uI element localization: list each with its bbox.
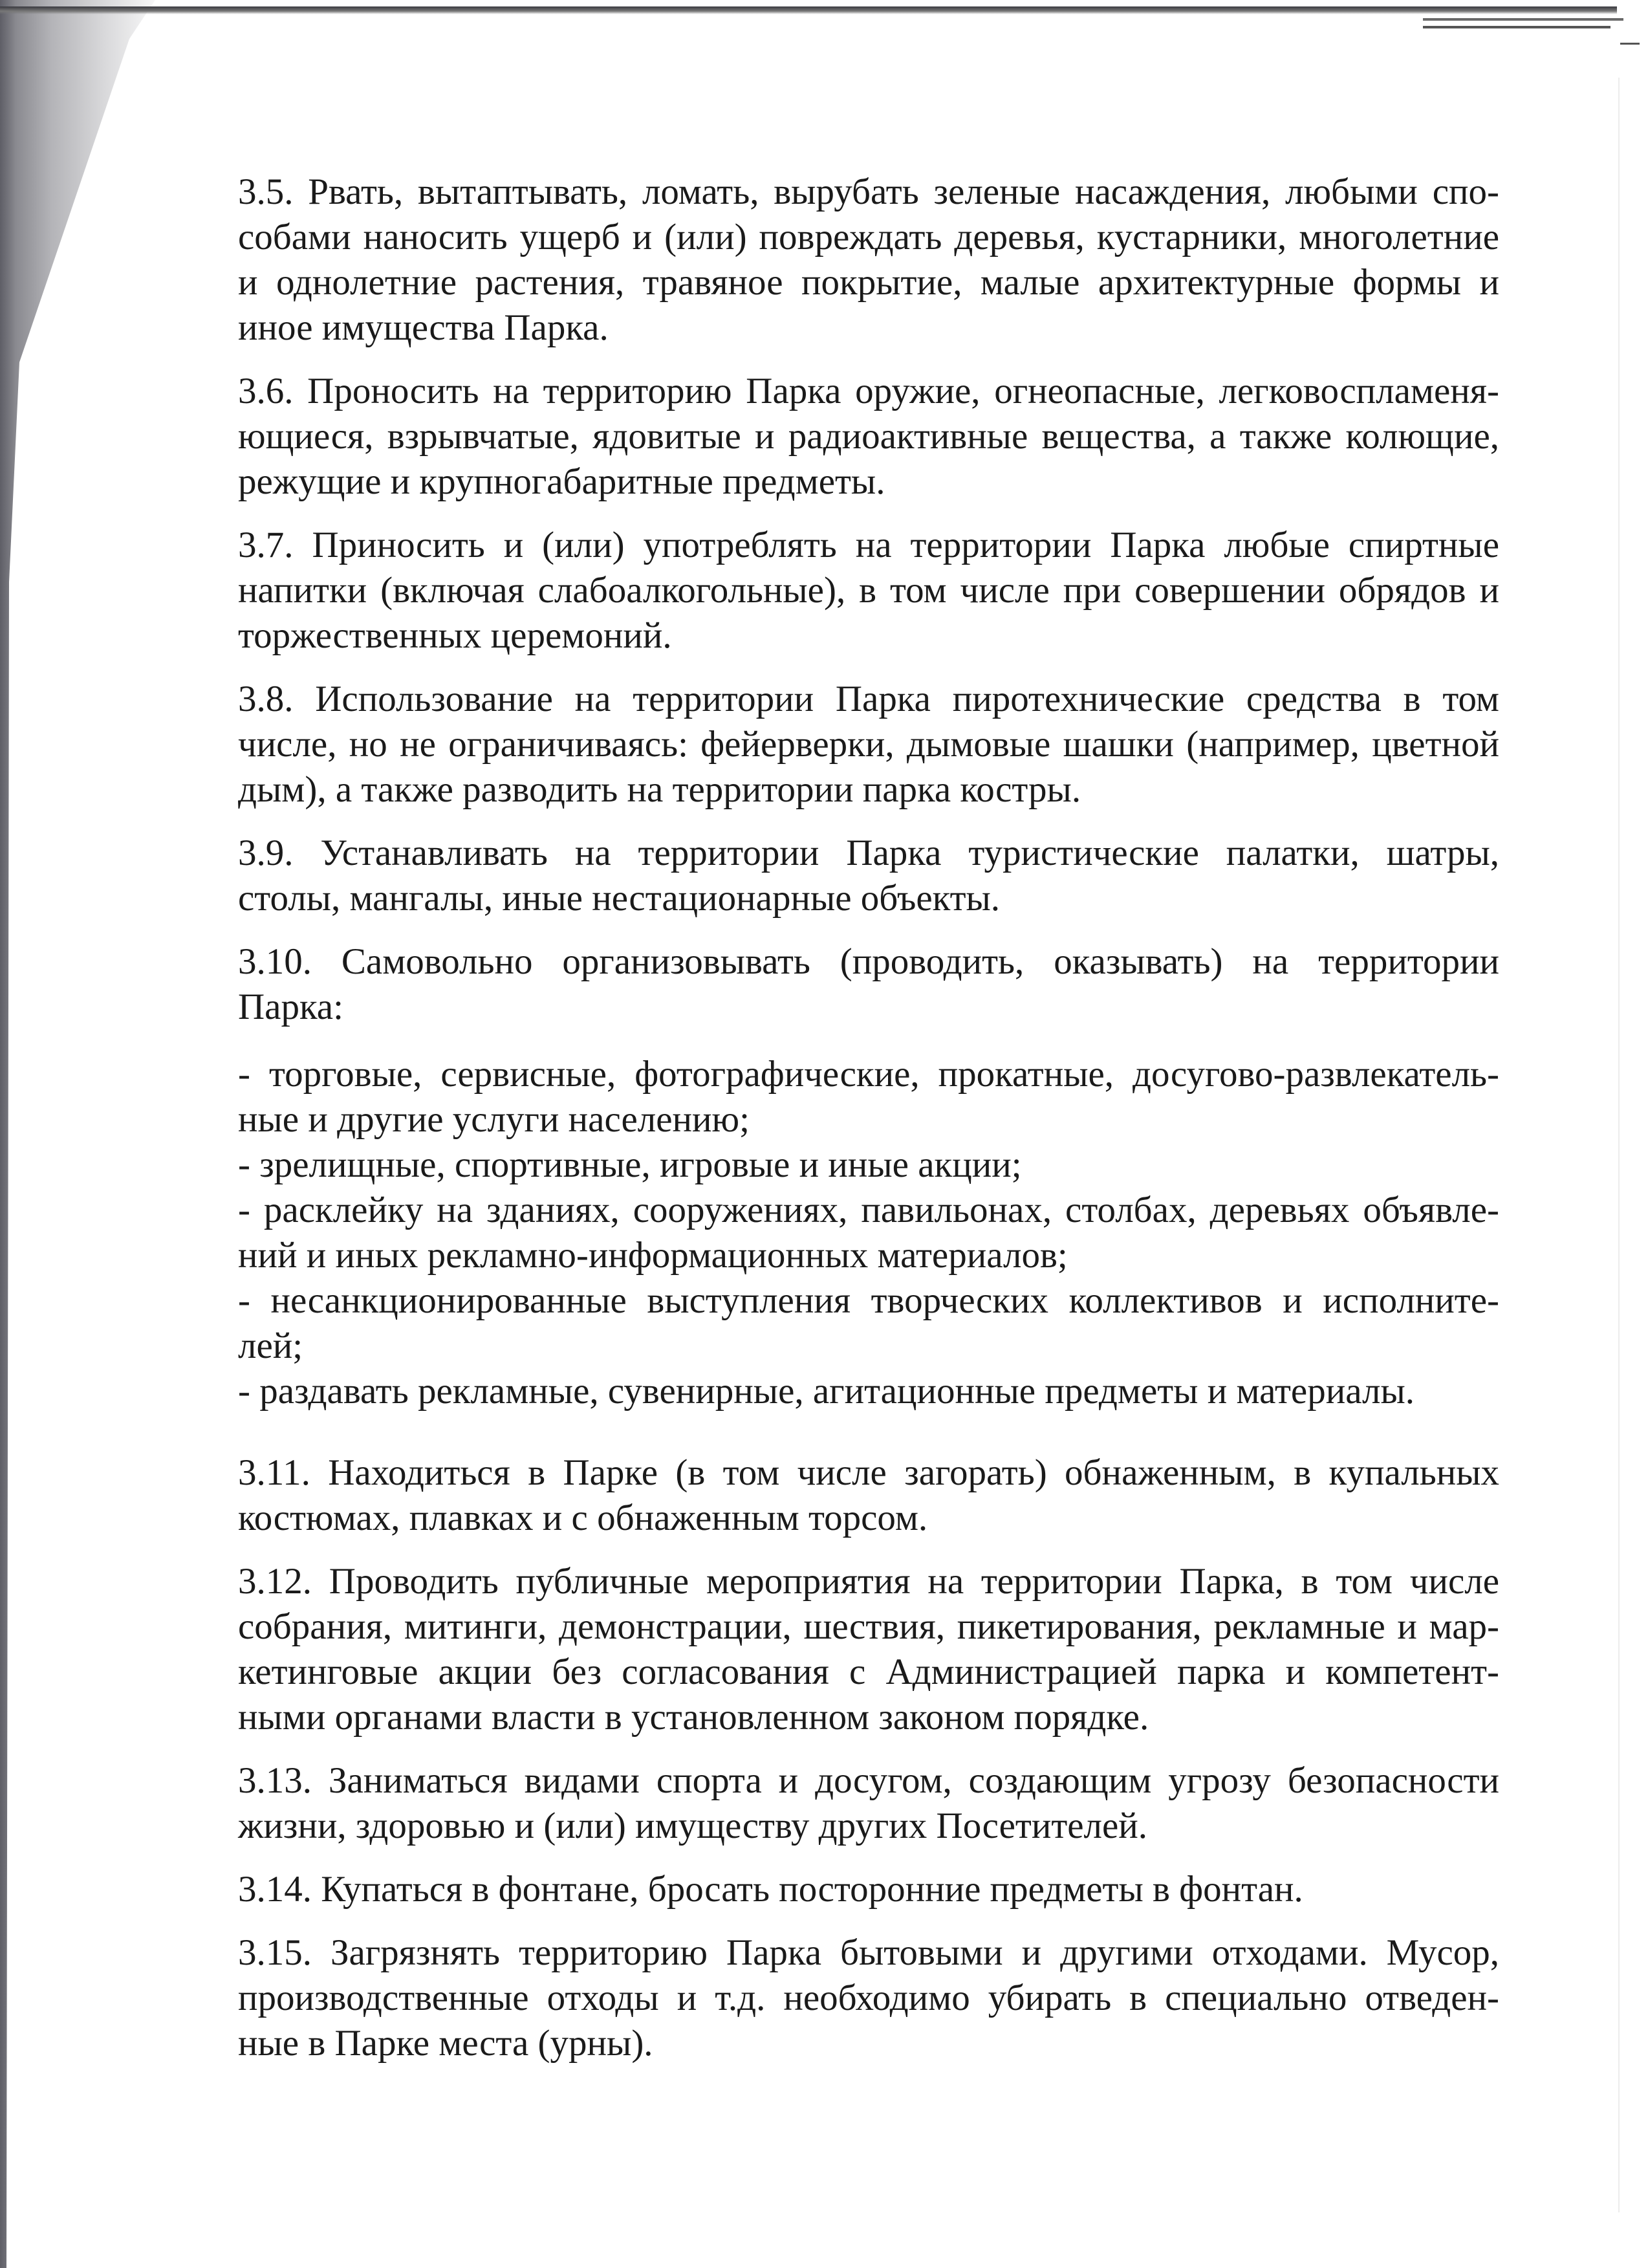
paragraph-3-15 bbox=[238, 1930, 1499, 2066]
text-line: 3.13. Заниматься видами спорта и досугом, создающим угрозу безопасности bbox=[238, 1760, 1499, 1801]
text-line: 3.11. Находиться в Парке (в том числе загорать) обнаженным, в купальных bbox=[238, 1452, 1499, 1493]
paragraph-3-6 bbox=[238, 369, 1499, 505]
scan-edge-top-right-2 bbox=[1423, 26, 1610, 28]
text-line: 3.15. Загрязнять территорию Парка бытовыми и другими отходами. Мусор, bbox=[238, 1932, 1499, 1973]
scan-edge-right bbox=[1618, 78, 1620, 2212]
text-line: числе, но не ограничиваясь: фейерверки, дымовые шашки (например, цветной bbox=[238, 724, 1499, 765]
scan-mark-right bbox=[1620, 43, 1640, 45]
text-line: собрания, митинги, демонстрации, шествия, пикетирования, рекламные и мар- bbox=[238, 1606, 1499, 1647]
text-line: - расклейку на зданиях, сооружениях, павильонах, столбах, деревьях объявле- bbox=[238, 1190, 1499, 1230]
text-line: - раздавать рекламные, сувенирные, агитационные предметы и материалы. bbox=[238, 1371, 1415, 1412]
text-line: и однолетние растения, травяное покрытие, малые архитектурные формы и bbox=[238, 262, 1499, 303]
paragraph-3-14 bbox=[238, 1867, 1499, 1912]
text-line: столы, мангалы, иные нестационарные объекты. bbox=[238, 878, 1001, 919]
text-line: 3.6. Проносить на территорию Парка оружие, огнеопасные, легковоспламеня- bbox=[238, 371, 1499, 411]
text-line: ные в Парке места (урны). bbox=[238, 2023, 653, 2064]
paragraph-3-5 bbox=[238, 169, 1499, 351]
text-line: - зрелищные, спортивные, игровые и иные акции; bbox=[238, 1144, 1022, 1185]
text-line: - торговые, сервисные, фотографические, прокатные, досугово-развлекатель- bbox=[238, 1054, 1499, 1095]
paragraph-3-9 bbox=[238, 831, 1499, 921]
paragraph-3-8 bbox=[238, 677, 1499, 812]
text-line: ными органами власти в установленном законом порядке. bbox=[238, 1697, 1149, 1738]
document-page bbox=[238, 169, 1499, 2084]
text-line: иное имущества Парка. bbox=[238, 307, 609, 348]
paragraph-3-13 bbox=[238, 1758, 1499, 1849]
text-line: 3.8. Использование на территории Парка пиротехнические средства в том bbox=[238, 679, 1499, 719]
text-line: костюмах, плавках и с обнаженным торсом. bbox=[238, 1498, 928, 1538]
text-line: собами наносить ущерб и (или) повреждать деревья, кустарники, многолетние bbox=[238, 217, 1499, 257]
text-line: ющиеся, взрывчатые, ядовитые и радиоактивные вещества, а также колющие, bbox=[238, 416, 1499, 457]
text-line: напитки (включая слабоалкогольные), в том числе при совершении обрядов и bbox=[238, 570, 1499, 611]
text-line: производственные отходы и т.д. необходимо убирать в специально отведен- bbox=[238, 1978, 1499, 2018]
paragraph-3-10 bbox=[238, 939, 1499, 1030]
text-line: - несанкционированные выступления творческих коллективов и исполните- bbox=[238, 1280, 1499, 1321]
text-line: 3.5. Рвать, вытаптывать, ломать, вырубать зеленые насаждения, любыми спо- bbox=[238, 171, 1499, 212]
list-block bbox=[238, 1052, 1499, 1414]
scan-edge-top bbox=[0, 6, 1617, 14]
scan-shadow-left bbox=[0, 0, 168, 2268]
scan-edge-top-right bbox=[1423, 18, 1623, 21]
text-line: лей; bbox=[238, 1325, 303, 1366]
text-line: ний и иных рекламно-информационных материалов; bbox=[238, 1235, 1068, 1276]
text-line: ные и другие услуги населению; bbox=[238, 1099, 750, 1140]
text-line: 3.10. Самовольно организовывать (проводить, оказывать) на территории bbox=[238, 941, 1499, 982]
paragraph-3-11 bbox=[238, 1450, 1499, 1541]
text-line: 3.9. Устанавливать на территории Парка туристические палатки, шатры, bbox=[238, 833, 1499, 873]
text-line: жизни, здоровью и (или) имуществу других Посетителей. bbox=[238, 1805, 1148, 1846]
text-line: торжественных церемоний. bbox=[238, 615, 672, 656]
text-line: 3.12. Проводить публичные мероприятия на территории Парка, в том числе bbox=[238, 1561, 1499, 1602]
text-line: режущие и крупногабаритные предметы. bbox=[238, 461, 885, 502]
paragraph-3-12 bbox=[238, 1559, 1499, 1740]
text-line: дым), а также разводить на территории парка костры. bbox=[238, 769, 1081, 810]
text-line: 3.14. Купаться в фонтане, бросать посторонние предметы в фонтан. bbox=[238, 1869, 1303, 1910]
text-line: кетинговые акции без согласования с Администрацией парка и компетент- bbox=[238, 1652, 1499, 1692]
text-line: 3.7. Приносить и (или) употреблять на территории Парка любые спиртные bbox=[238, 525, 1499, 565]
text-line: Парка: bbox=[238, 987, 343, 1027]
paragraph-3-7 bbox=[238, 523, 1499, 659]
